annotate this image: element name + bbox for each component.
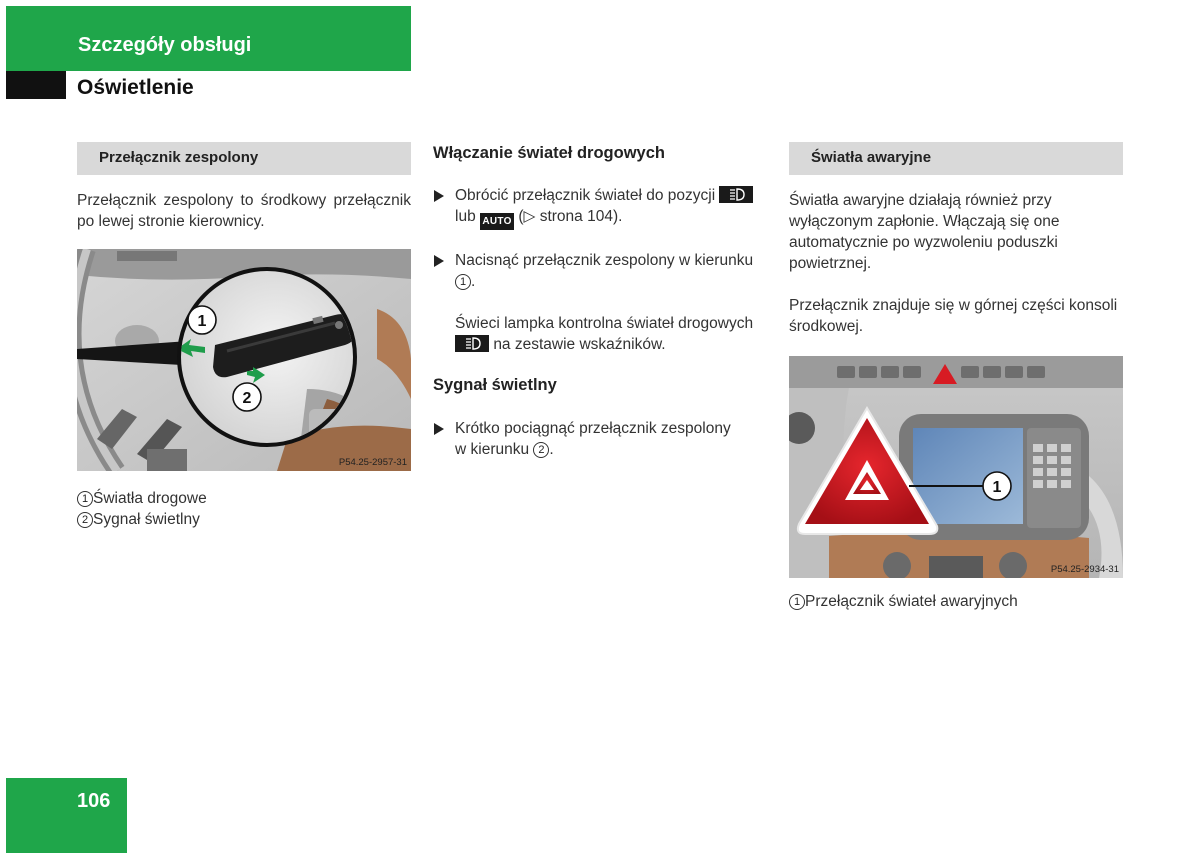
instruction-text: Nacisnąć przełącznik zespolony w kierunku — [455, 252, 754, 269]
column-hazard-lights — [789, 142, 1123, 612]
bullet-arrow-icon — [434, 255, 444, 267]
flash-heading: Sygnał świetlny — [433, 376, 557, 394]
legend-num: 1 — [789, 594, 805, 610]
high-beam-icon — [719, 186, 753, 203]
page-number: 106 — [77, 790, 111, 812]
instruction-text: Obrócić przełącznik świateł do pozycji — [455, 187, 716, 204]
callout-1: 1 — [992, 479, 1002, 496]
section-title: Szczegóły obsługi — [78, 34, 252, 56]
legend-num: 2 — [77, 512, 93, 528]
hazard-text-2: Przełącznik znajduje się w górnej części konsoli środkowej. — [789, 297, 1118, 335]
high-beam-icon — [455, 335, 489, 352]
legend-text: Sygnał świetlny — [93, 511, 200, 528]
legend-text: Światła drogowe — [93, 490, 207, 507]
combination-switch-text: Przełącznik zespolony to środkowy przełącznik po lewej stronie kierownicy. — [77, 192, 411, 230]
high-beam-heading: Włączanie świateł drogowych — [433, 144, 665, 162]
instruction-text: Krótko pociągnąć przełącznik zespolony — [455, 420, 731, 437]
legend-item — [789, 591, 1123, 612]
legend-item — [77, 509, 411, 530]
hazard-text-1: Światła awaryjne działają również przy wyłączonym zapłonie. Włączają się one automatycznie po wyzwoleniu poduszki powietrznej. — [789, 192, 1060, 272]
figure-code: P54.25-2957-31 — [338, 457, 407, 468]
bullet-arrow-icon — [434, 423, 444, 435]
page-reference: (▷ strona 104). — [518, 208, 623, 225]
instruction-text: . — [471, 273, 476, 290]
note-text: Świeci lampka kontrolna świateł drogowych — [455, 315, 754, 332]
callout-2: 2 — [242, 390, 252, 407]
indicator-note — [433, 313, 768, 355]
hazard-heading: Światła awaryjne — [789, 142, 1123, 175]
auto-badge: AUTO — [480, 213, 514, 230]
figure-legend — [789, 591, 1123, 612]
subsection-title: Oświetlenie — [77, 76, 194, 99]
column-high-beam — [433, 142, 768, 460]
callout-1: 1 — [197, 313, 207, 330]
page-number-tab — [6, 778, 127, 853]
steering-column-illustration — [77, 249, 411, 471]
combination-switch-heading: Przełącznik zespolony — [77, 142, 411, 175]
figure-code: P54.25-2934-31 — [1050, 564, 1119, 575]
subsection-marker — [6, 71, 66, 99]
note-text: na zestawie wskaźników. — [493, 336, 666, 353]
legend-num: 1 — [77, 491, 93, 507]
instruction-item — [433, 418, 768, 460]
instruction-text: w kierunku — [455, 441, 530, 458]
figure-legend — [77, 488, 411, 530]
callout-ref: 2 — [533, 442, 549, 458]
instruction-item — [433, 185, 768, 230]
callout-ref: 1 — [455, 274, 471, 290]
bullet-arrow-icon — [434, 190, 444, 202]
section-header — [6, 6, 411, 71]
hazard-switch-figure — [789, 356, 1123, 578]
combination-switch-figure — [77, 249, 411, 471]
legend-item — [77, 488, 411, 509]
instruction-text: . — [549, 441, 554, 458]
instruction-text: lub — [455, 208, 476, 225]
center-console-illustration — [789, 356, 1123, 578]
column-combination-switch — [77, 142, 411, 530]
legend-text: Przełącznik świateł awaryjnych — [805, 593, 1018, 610]
instruction-item — [433, 250, 768, 292]
